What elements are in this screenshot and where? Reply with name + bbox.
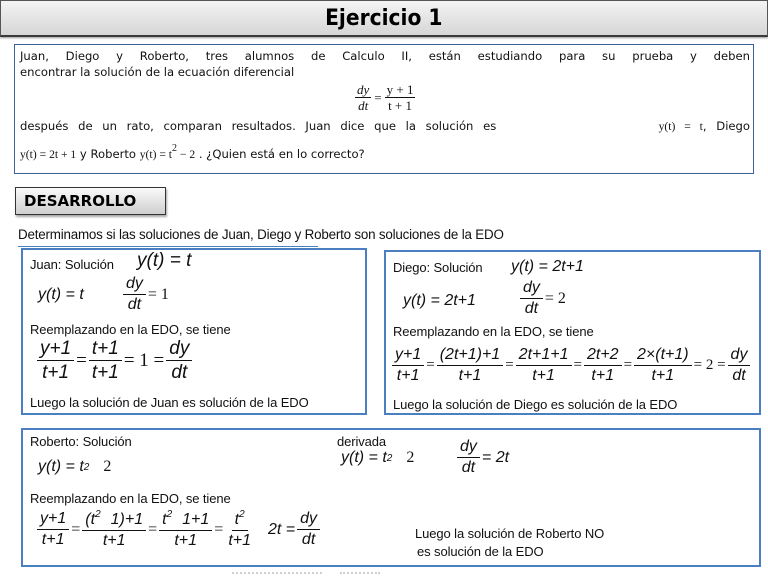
- decorative-dots: [232, 572, 322, 574]
- juan-replace-text: Reemplazando en la EDO, se tiene: [30, 322, 231, 337]
- diego-conclusion: Luego la solución de Diego es solución de la EDO: [393, 397, 678, 412]
- diego-substitution-chain: $\frac{y+1}{t+1}$ = $\frac{(2t+1)+1}{t+1}$ = $\frac{2t+1+1}{t+1}$ = $\frac{2t+2}{t+1}$ = $\frac{2\times(t+1)}{t+1}$ = 2 = $\frac{dy}{dt}$: [392, 347, 750, 384]
- slide-title-bar: [0, 0, 768, 37]
- roberto-conclusion-line-2: es solución de la EDO: [417, 544, 544, 559]
- juan-solution-card: [21, 248, 367, 415]
- diego-label: Diego: Solución: [393, 260, 483, 275]
- juan-substitution-chain: $\frac{y+1}{t+1}$ = $\frac{t+1}{t+1}$ = 1 = $\frac{dy}{dt}$: [37, 339, 192, 382]
- problem-line-3: después de un rato, comparan resultados. Juan dice que la solución es y(t) = t, Diego: [20, 119, 750, 133]
- roberto-derivative-function: y(t) = t 2 2: [341, 449, 415, 466]
- intro-underline: [18, 246, 318, 247]
- diego-replace-text: Reemplazando en la EDO, se tiene: [393, 324, 594, 339]
- juan-header-math: y(t) = t: [137, 250, 192, 271]
- roberto-label: Roberto: Solución: [30, 434, 132, 449]
- juan-label: Juan: Solución: [30, 257, 114, 272]
- section-heading-desarrollo: DESARROLLO: [15, 187, 166, 215]
- problem-line-1: Juan, Diego y Roberto, tres alumnos de Calculo II, están estudiando para su prueba y deben: [20, 49, 750, 63]
- roberto-function: y(t) = t 2 2: [38, 458, 112, 475]
- slide-title: Ejercicio 1: [325, 5, 443, 31]
- problem-statement-box: [14, 44, 754, 174]
- section-intro: Determinamos si las soluciones de Juan, Diego y Roberto son soluciones de la EDO: [18, 227, 504, 242]
- problem-line-2: encontrar la solución de la ecuación diferencial: [20, 65, 295, 79]
- roberto-solution-card: [21, 428, 761, 567]
- diego-function: y(t) = 2t+1: [403, 292, 476, 309]
- decorative-dots: [340, 572, 380, 574]
- ode-equation: $\frac{dy}{dt}$ = $\frac{y + 1}{t + 1}$: [357, 82, 414, 113]
- diego-solution-card: [384, 250, 761, 415]
- roberto-derivada-label: derivada: [337, 434, 387, 449]
- roberto-replace-text: Reemplazando en la EDO, se tiene: [30, 491, 231, 506]
- diego-derivative: $\frac{dy}{dt}$ = 2: [520, 280, 568, 317]
- diego-header-math: y(t) = 2t+1: [511, 258, 584, 275]
- juan-conclusion: Luego la solución de Juan es solución de la EDO: [30, 395, 309, 410]
- juan-function: y(t) = t: [38, 286, 84, 303]
- roberto-derivative: $\frac{dy}{dt}$ = 2t: [457, 439, 511, 476]
- juan-derivative: $\frac{dy}{dt}$ = 1: [123, 276, 171, 313]
- problem-line-4: y(t) = 2t + 1 y Roberto $y(t) = t^2 - 2$ . ¿Quien está en lo correcto?: [20, 143, 365, 161]
- roberto-conclusion-line-1: Luego la solución de Roberto NO: [415, 526, 605, 541]
- roberto-substitution-chain: $\frac{y+1}{t+1}$ = $\frac{(t^2 1)+1}{t+1}$ = $\frac{t^2 1+1}{t+1}$ = $\frac{t^2}{t+1}$ 2t = $\frac{dy}{dt}$: [37, 510, 320, 549]
